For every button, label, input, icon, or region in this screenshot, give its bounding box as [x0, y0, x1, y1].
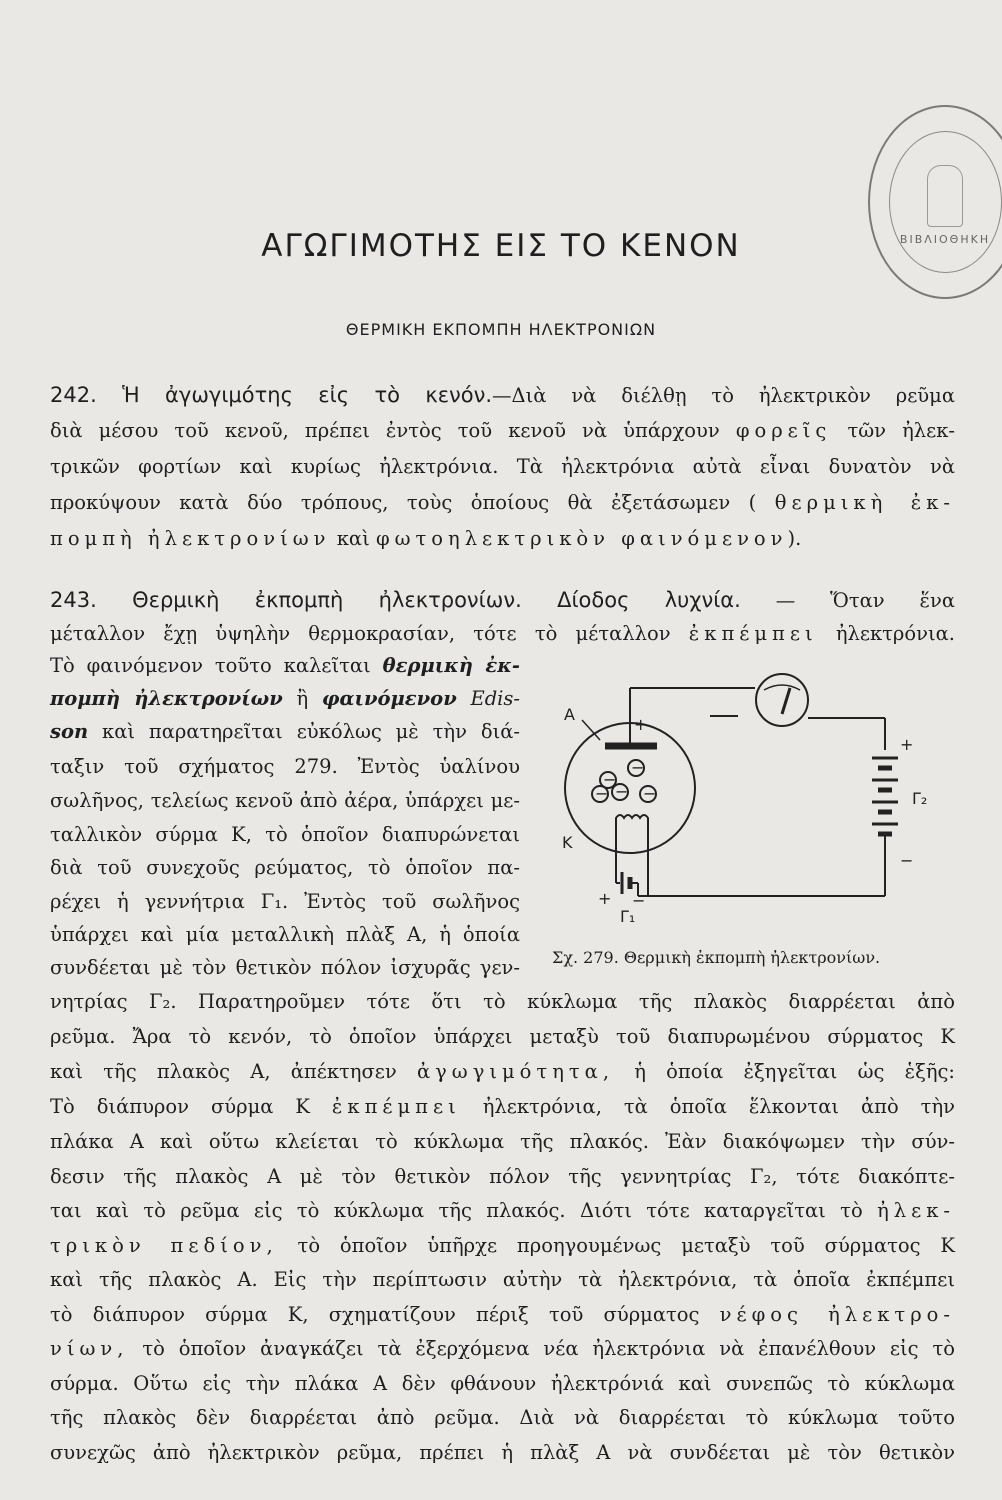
s243-line-23: νίων, τὸ ὁποῖον ἀναγκάζει τὰ ἐξερχόμενα νέα ἠλεκτρόνια νὰ ἐπανέλθουν εἰς τὸ	[50, 1337, 955, 1360]
label-g1-plus: +	[598, 889, 612, 908]
s242-line-1: 242. Ἡ ἀγωγιμότης εἰς τὸ κενόν.—Διὰ νὰ διέλθῃ τὸ ἠλεκτρικὸν ρεῦμα	[50, 383, 955, 407]
s243-line-1: 243. Θερμικὴ ἐκπομπὴ ἠλεκτρονίων. Δίοδος λυχνία. — Ὅταν ἕνα	[50, 588, 955, 612]
filament-k	[616, 815, 648, 838]
chapter-subtitle: ΘΕΡΜΙΚΗ ΕΚΠΟΜΠΗ ΗΛΕΚΤΡΟΝΙΩΝ	[345, 320, 657, 339]
battery-g2-icon	[872, 758, 898, 834]
s243-line-25: τῆς πλακὸς δὲν διαρρέεται ἀπὸ ρεῦμα. Διὰ νὰ διαρρέεται τὸ κύκλωμα τοῦτο	[50, 1406, 955, 1429]
label-plate-plus: +	[634, 715, 648, 734]
label-g2-plus: +	[900, 735, 914, 754]
s243-line-16: Τὸ διάπυρον σύρμα Κ ἐκπέμπει ἠλεκτρόνια, τὰ ὁποῖα ἕλκονται ἀπὸ τὴν	[50, 1095, 956, 1118]
s243-line-22: τὸ διάπυρον σύρμα Κ, σχηματίζουν πέριξ τοῦ σύρματος νέφος ἠλεκτρο-	[50, 1303, 956, 1326]
galvanometer-icon	[756, 674, 808, 726]
s243-line-10: ρέχει ἡ γεννήτρια Γ₁. Ἐντὸς τοῦ σωλῆνος	[50, 890, 520, 913]
label-plate-a: Α	[564, 705, 575, 724]
label-g1: Γ₁	[620, 907, 636, 923]
electron-sign-1: −	[603, 770, 617, 789]
s243-line-26: συνεχῶς ἀπὸ ἠλεκτρικὸν ρεῦμα, πρέπει ἡ πλὰξ Α νὰ συνδέεται μὲ τὸν θετικὸν	[50, 1441, 955, 1464]
s243-line-7: σωλῆνος, τελείως κενοῦ ἀπὸ ἀέρα, ὑπάρχει με-	[50, 789, 520, 812]
s242-line-5: πομπὴ ἠλεκτρονίων καὶ φωτοηλεκτρικὸν φαινόμενον).	[50, 527, 802, 550]
figure-caption: Σχ. 279. Θερμικὴ ἐκπομπὴ ἠλεκτρονίων.	[552, 948, 881, 967]
electron-sign-5: −	[595, 784, 609, 803]
stamp-text: ΒΙΒΛΙΟΘΗΚΗ	[899, 232, 991, 246]
s243-line-5: son καὶ παρατηρεῖται εὐκόλως μὲ τὴν διά-	[50, 720, 520, 743]
s243-line-8: ταλλικὸν σύρμα Κ, τὸ ὁποῖον διαπυρώνεται	[50, 823, 520, 846]
s243-line-3: Τὸ φαινόμενον τοῦτο καλεῖται θερμικὴ ἐκ-	[50, 654, 520, 677]
electron-sign-4: −	[643, 784, 657, 803]
s243-line-15: καὶ τῆς πλακὸς Α, ἀπέκτησεν ἀγωγιμότητα, ἡ ὁποία ἐξηγεῖται ὡς ἑξῆς:	[50, 1060, 955, 1083]
s243-line-18: δεσιν τῆς πλακὸς Α μὲ τὸν θετικὸν πόλον τῆς γεννητρίας Γ₂, τότε διακόπτε-	[50, 1165, 955, 1188]
s242-line-2: διὰ μέσου τοῦ κενοῦ, πρέπει ἐντὸς τοῦ κενοῦ νὰ ὑπάρχουν φορεῖς τῶν ἠλεκ-	[50, 419, 956, 442]
galvanometer-scale	[764, 685, 800, 690]
s243-line-19: ται καὶ τὸ ρεῦμα εἰς τὸ κύκλωμα τῆς πλακός. Διότι τότε καταργεῖται τὸ ἠλεκ-	[50, 1199, 955, 1222]
s243-line-13: νητρίας Γ₂. Παρατηροῦμεν τότε ὅτι τὸ κύκλωμα τῆς πλακὸς διαρρέεται ἀπὸ	[50, 990, 955, 1013]
s243-line-2: μέταλλον ἔχῃ ὑψηλὴν θερμοκρασίαν, τότε τὸ μέταλλον ἐκπέμπει ἠλεκτρόνια.	[50, 622, 956, 645]
label-g2-minus: −	[900, 851, 914, 870]
s243-line-20: τρικὸν πεδίον, τὸ ὁποῖον ὑπῆρχε προηγουμένως μεταξὺ τοῦ σύρματος Κ	[50, 1234, 955, 1257]
diode-circuit-figure	[550, 668, 950, 923]
s243-line-6: ταξιν τοῦ σχήματος 279. Ἐντὸς ὑαλίνου	[50, 755, 520, 778]
s243-line-14: ρεῦμα. Ἄρα τὸ κενόν, τὸ ὁποῖον ὑπάρχει μεταξὺ τοῦ διαπυρωμένου σύρματος Κ	[50, 1025, 955, 1048]
label-filament-k: Κ	[562, 833, 573, 852]
stamp-figure-icon	[927, 165, 963, 227]
chapter-title: ΑΓΩΓΙΜΟΤΗΣ ΕΙΣ ΤΟ ΚΕΝΟΝ	[261, 228, 741, 264]
electron-sign-3: −	[615, 782, 629, 801]
library-stamp	[868, 105, 1002, 299]
s242-heading: 242. Ἡ ἀγωγιμότης εἰς τὸ κενόν.	[50, 383, 493, 407]
s243-line-9: διὰ τοῦ συνεχοῦς ρεύματος, τὸ ὁποῖον πα-	[50, 856, 520, 879]
s243-line-17: πλάκα Α καὶ οὕτω κλείεται τὸ κύκλωμα τῆς πλακός. Ἐὰν διακόψωμεν τὴν σύν-	[50, 1130, 955, 1153]
s242-line-4: προκύψουν κατὰ δύο τρόπους, τοὺς ὁποίους θὰ ἐξετάσωμεν ( θερμικὴ ἐκ-	[50, 491, 956, 514]
s243-line-12: συνδέεται μὲ τὸν θετικὸν πόλον ἰσχυρᾶς γεν-	[50, 956, 520, 979]
s243-line-24: σύρμα. Οὕτω εἰς τὴν πλάκα Α δὲν φθάνουν ἠλεκτρόνιά καὶ συνεπῶς τὸ κύκλωμα	[50, 1372, 955, 1395]
s243-heading: 243. Θερμικὴ ἐκπομπὴ ἠλεκτρονίων. Δίοδος λυχνία.	[50, 588, 741, 612]
s243-line-11: ὑπάρχει καὶ μία μεταλλικὴ πλὰξ Α, ἡ ὁποία	[50, 923, 520, 946]
s242-line-3: τρικῶν φορτίων καὶ κυρίως ἠλεκτρόνια. Τὰ ἠλεκτρόνια αὐτὰ εἶναι δυνατὸν νὰ	[50, 455, 955, 478]
s243-line-21: καὶ τῆς πλακὸς Α. Εἰς τὴν περίπτωσιν αὐτὴν τὰ ἠλεκτρόνια, τὰ ὁποῖα ἐκπέμπει	[50, 1268, 955, 1291]
label-g2: Γ₂	[912, 789, 928, 808]
galvanometer-needle	[782, 688, 790, 714]
electron-sign-2: −	[631, 758, 645, 777]
s243-line-4: πομπὴ ἠλεκτρονίων ἢ φαινόμενον Edis-	[50, 687, 521, 710]
label-g1-minus: −	[632, 891, 646, 910]
